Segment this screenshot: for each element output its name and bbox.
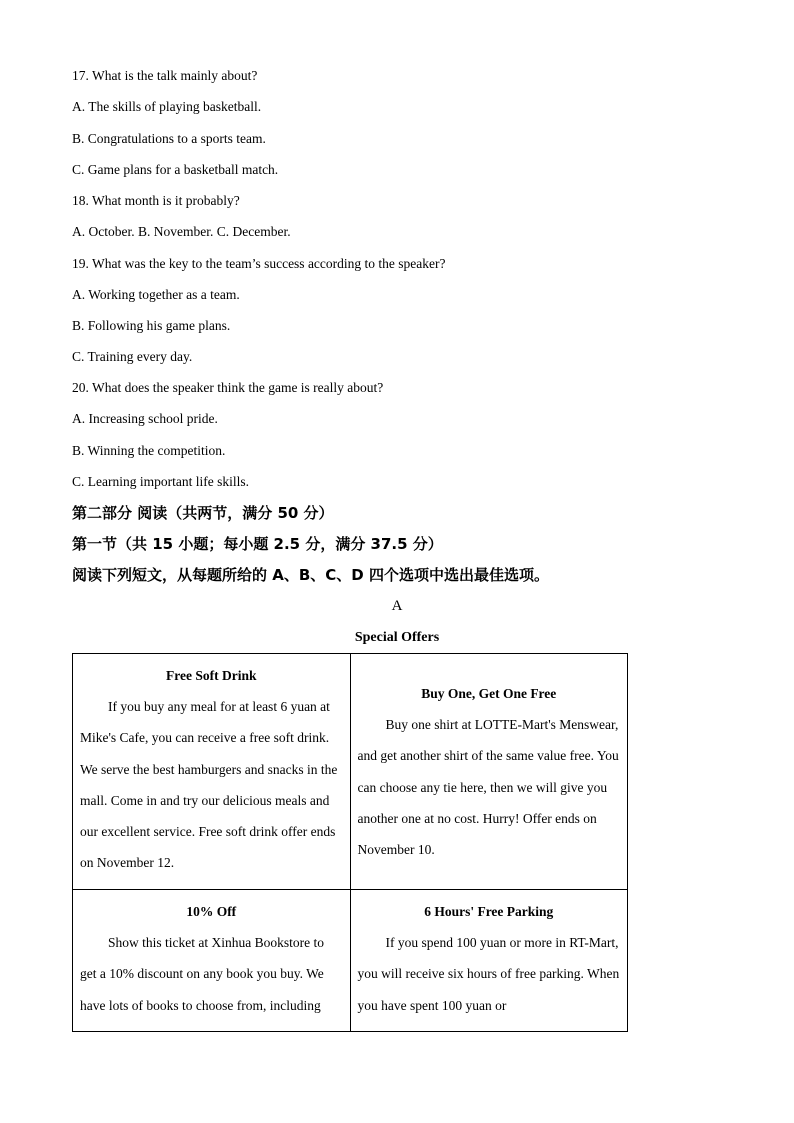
offers-row <box>73 890 628 1032</box>
offer-body: Show this ticket at Xinhua Bookstore to get a 10% discount on any book you buy. We have lots of books to choose from, including <box>80 935 324 1013</box>
question-17-option-a: A. The skills of playing basketball. <box>72 99 262 114</box>
sub-heading: 第一节（共 15 小题；每小题 2.5 分，满分 37.5 分） <box>72 535 443 553</box>
offer-cell-ten-percent-off <box>73 890 351 1032</box>
offer-title: 6 Hours' Free Parking <box>424 904 554 919</box>
offers-table <box>72 653 628 1032</box>
question-19-stem: 19. What was the key to the team’s success according to the speaker? <box>72 256 446 271</box>
question-18-options: A. October. B. November. C. December. <box>72 224 291 239</box>
question-19-option-a: A. Working together as a team. <box>72 287 240 302</box>
question-19-option-b: B. Following his game plans. <box>72 318 231 333</box>
offer-body: If you buy any meal for at least 6 yuan at Mike's Cafe, you can receive a free soft drink. We serve the best hamburgers and snacks in the mall. Come in and try our delicious meals and our excellent service. Free soft drink offer ends on November 12. <box>80 699 338 871</box>
question-17-option-b: B. Congratulations to a sports team. <box>72 131 266 146</box>
passage-title: Special Offers <box>354 630 440 645</box>
instruction: 阅读下列短文，从每题所给的 A、B、C、D 四个选项中选出最佳选项。 <box>72 566 549 584</box>
offer-cell-free-soft-drink <box>73 654 351 890</box>
offers-row <box>73 654 628 890</box>
part-heading: 第二部分 阅读（共两节，满分 50 分） <box>72 504 334 522</box>
passage-letter: A <box>391 598 403 614</box>
offer-cell-free-parking <box>350 890 628 1032</box>
offer-title: 10% Off <box>186 904 237 919</box>
question-17-stem: 17. What is the talk mainly about? <box>72 68 258 83</box>
offer-title: Free Soft Drink <box>166 668 257 683</box>
offer-cell-buy-one-get-one <box>350 654 628 890</box>
question-17-option-c: C. Game plans for a basketball match. <box>72 162 279 177</box>
offer-title: Buy One, Get One Free <box>421 685 557 701</box>
offer-body: If you spend 100 yuan or more in RT-Mart, you will receive six hours of free parking. When you have spent 100 yuan or <box>357 935 620 1013</box>
question-20-option-a: A. Increasing school pride. <box>72 411 218 426</box>
question-20-option-c: C. Learning important life skills. <box>72 474 249 489</box>
question-18-stem: 18. What month is it probably? <box>72 193 240 208</box>
question-19-option-c: C. Training every day. <box>72 349 193 364</box>
question-20-stem: 20. What does the speaker think the game is really about? <box>72 380 384 395</box>
question-20-option-b: B. Winning the competition. <box>72 443 226 458</box>
offer-body: Buy one shirt at LOTTE-Mart's Menswear, and get another shirt of the same value free. You can choose any tie here, then we will give you another one at no cost. Hurry! Offer ends on November 10. <box>357 717 619 857</box>
